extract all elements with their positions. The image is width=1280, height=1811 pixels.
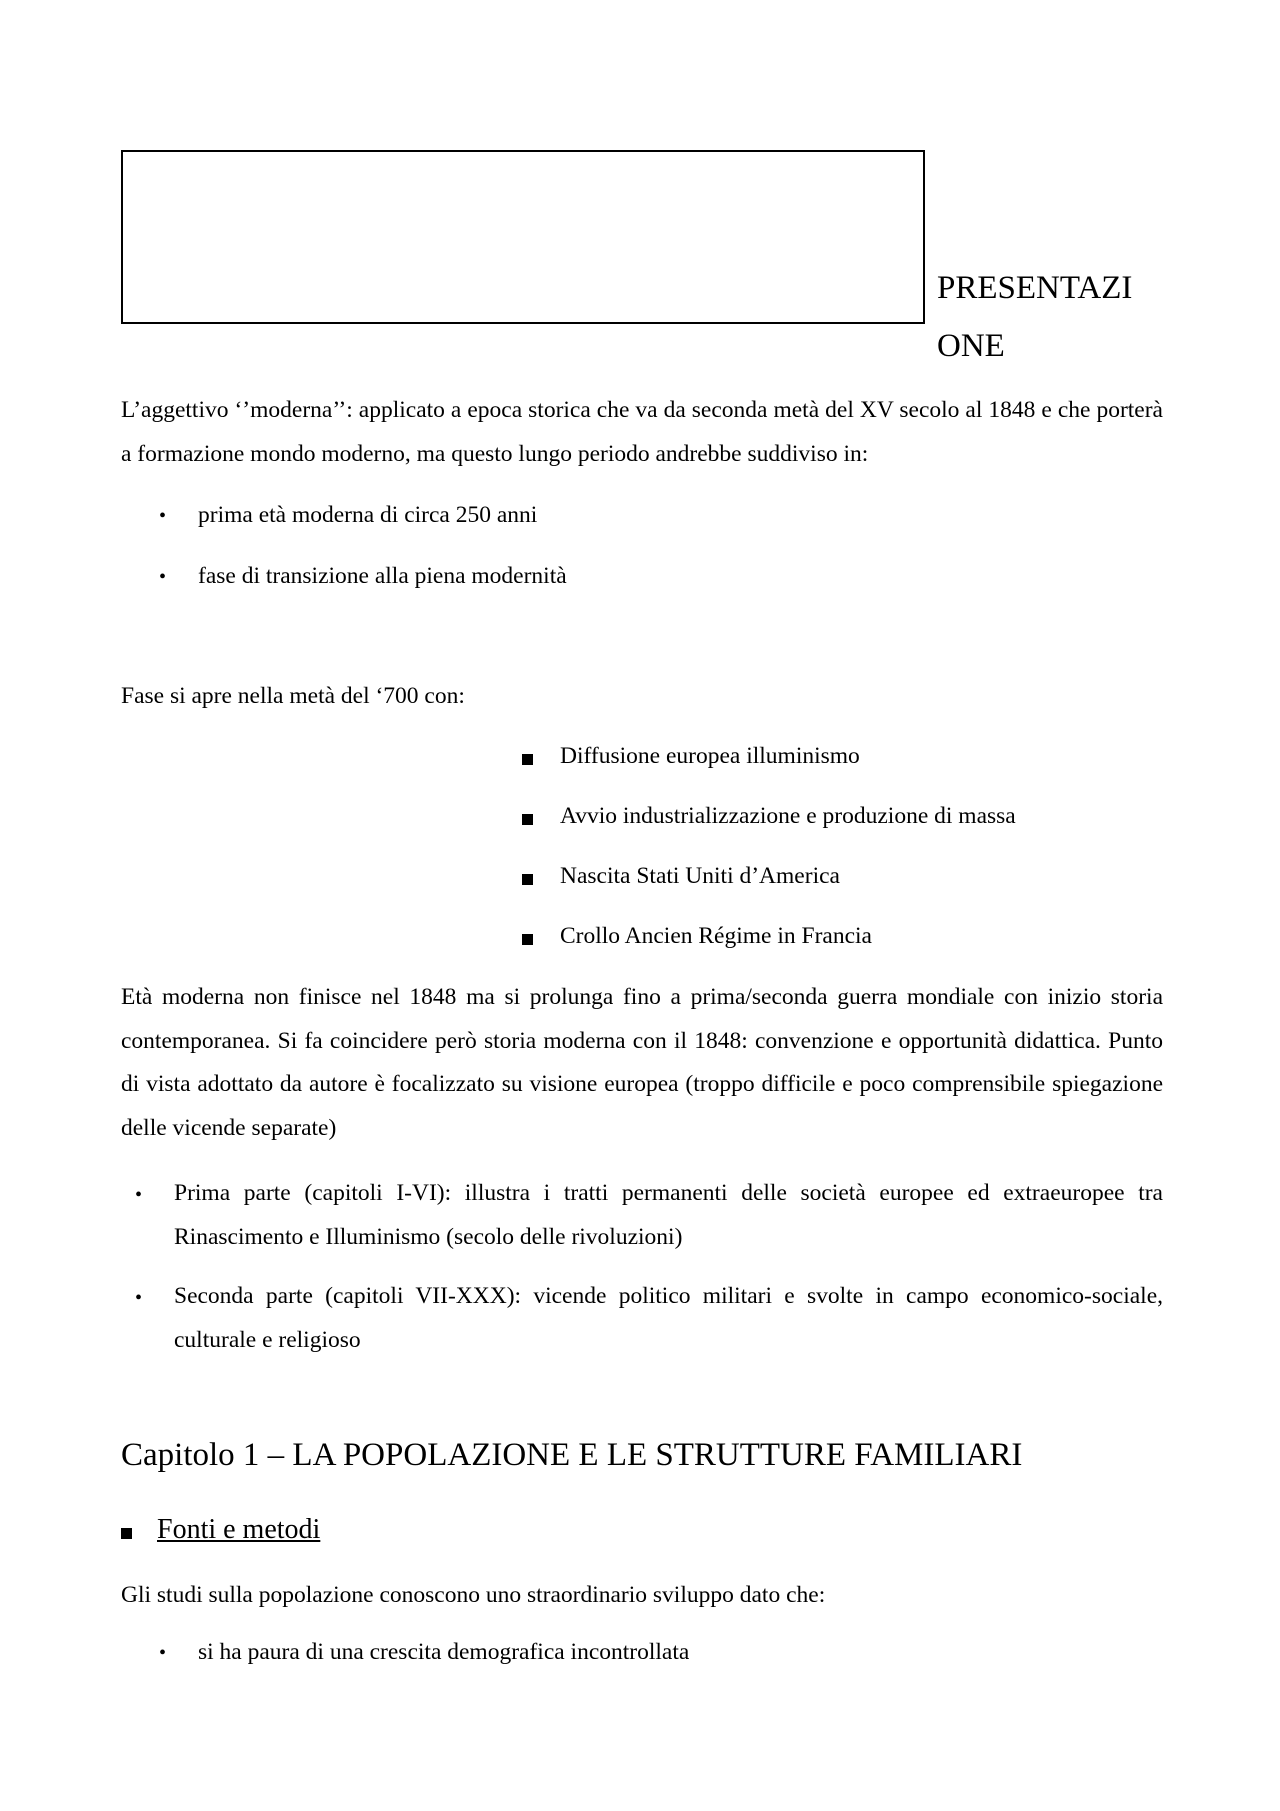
intro-bullet-1 <box>159 500 166 531</box>
phase-item-3: Nascita Stati Uniti d’America <box>560 863 840 889</box>
bullet-icon: • <box>159 1642 167 1664</box>
phase-item-2: Avvio industrializzazione e produzione di massa <box>560 803 1016 829</box>
modern-age-paragraph: Età moderna non finisce nel 1848 ma si prolunga fino a prima/seconda guerra mondiale con inizio storia contemporanea. Si fa coincidere però storia moderna con il 1848: convenzione e opportunità didattica. Punto di vista adottato da autore è focalizzato su visione europea (troppo difficile e poco comprensibile spiegazione delle vicende separate) <box>121 984 1163 1141</box>
presentation-heading <box>937 259 1132 375</box>
bullet-icon: • <box>159 566 167 588</box>
part-bullet-1 <box>135 1179 142 1210</box>
intro-item-2: fase di transizione alla piena modernità <box>198 563 567 589</box>
intro-item-1: prima età moderna di circa 250 anni <box>198 502 538 528</box>
bullet-icon: • <box>135 1287 143 1309</box>
presentation-heading-line-2: ONE <box>937 328 1005 364</box>
phase-item-1: Diffusione europea illuminismo <box>560 743 860 769</box>
phase-lead: Fase si apre nella metà del ‘700 con: <box>121 683 465 709</box>
chapter-item-1: si ha paura di una crescita demografica incontrollata <box>198 1639 690 1665</box>
square-bullet-icon <box>121 1526 132 1544</box>
square-bullet-icon <box>522 872 533 890</box>
intro-bullet-2 <box>159 561 166 592</box>
section-title: Fonti e metodi <box>157 1514 321 1545</box>
chapter-bullet-1 <box>159 1637 166 1668</box>
part-bullet-2 <box>135 1282 142 1313</box>
part-item-2: Seconda parte (capitoli VII-XXX): vicende politico militari e svolte in campo economico-sociale, culturale e religioso <box>174 1283 1163 1353</box>
square-bullet-icon <box>522 752 533 770</box>
phase-item-4: Crollo Ancien Régime in Francia <box>560 923 872 949</box>
header-frame <box>121 150 925 324</box>
square-bullet-icon <box>522 932 533 950</box>
square-bullet-icon <box>522 812 533 830</box>
chapter-paragraph: Gli studi sulla popolazione conoscono uno straordinario sviluppo dato che: <box>121 1582 826 1608</box>
part-item-1: Prima parte (capitoli I-VI): illustra i tratti permanenti delle società europee ed extraeuropee tra Rinascimento e Illuminismo (secolo delle rivoluzioni) <box>174 1180 1163 1250</box>
bullet-icon: • <box>135 1184 143 1206</box>
intro-paragraph: L’aggettivo ‘’moderna’’: applicato a epoca storica che va da seconda metà del XV secolo al 1848 e che porterà a formazione mondo moderno, ma questo lungo periodo andrebbe suddiviso in: <box>121 397 1163 467</box>
chapter-title: Capitolo 1 – LA POPOLAZIONE E LE STRUTTURE FAMILIARI <box>121 1437 1023 1473</box>
bullet-icon: • <box>159 505 167 527</box>
presentation-heading-line-1: PRESENTAZI <box>937 270 1133 306</box>
